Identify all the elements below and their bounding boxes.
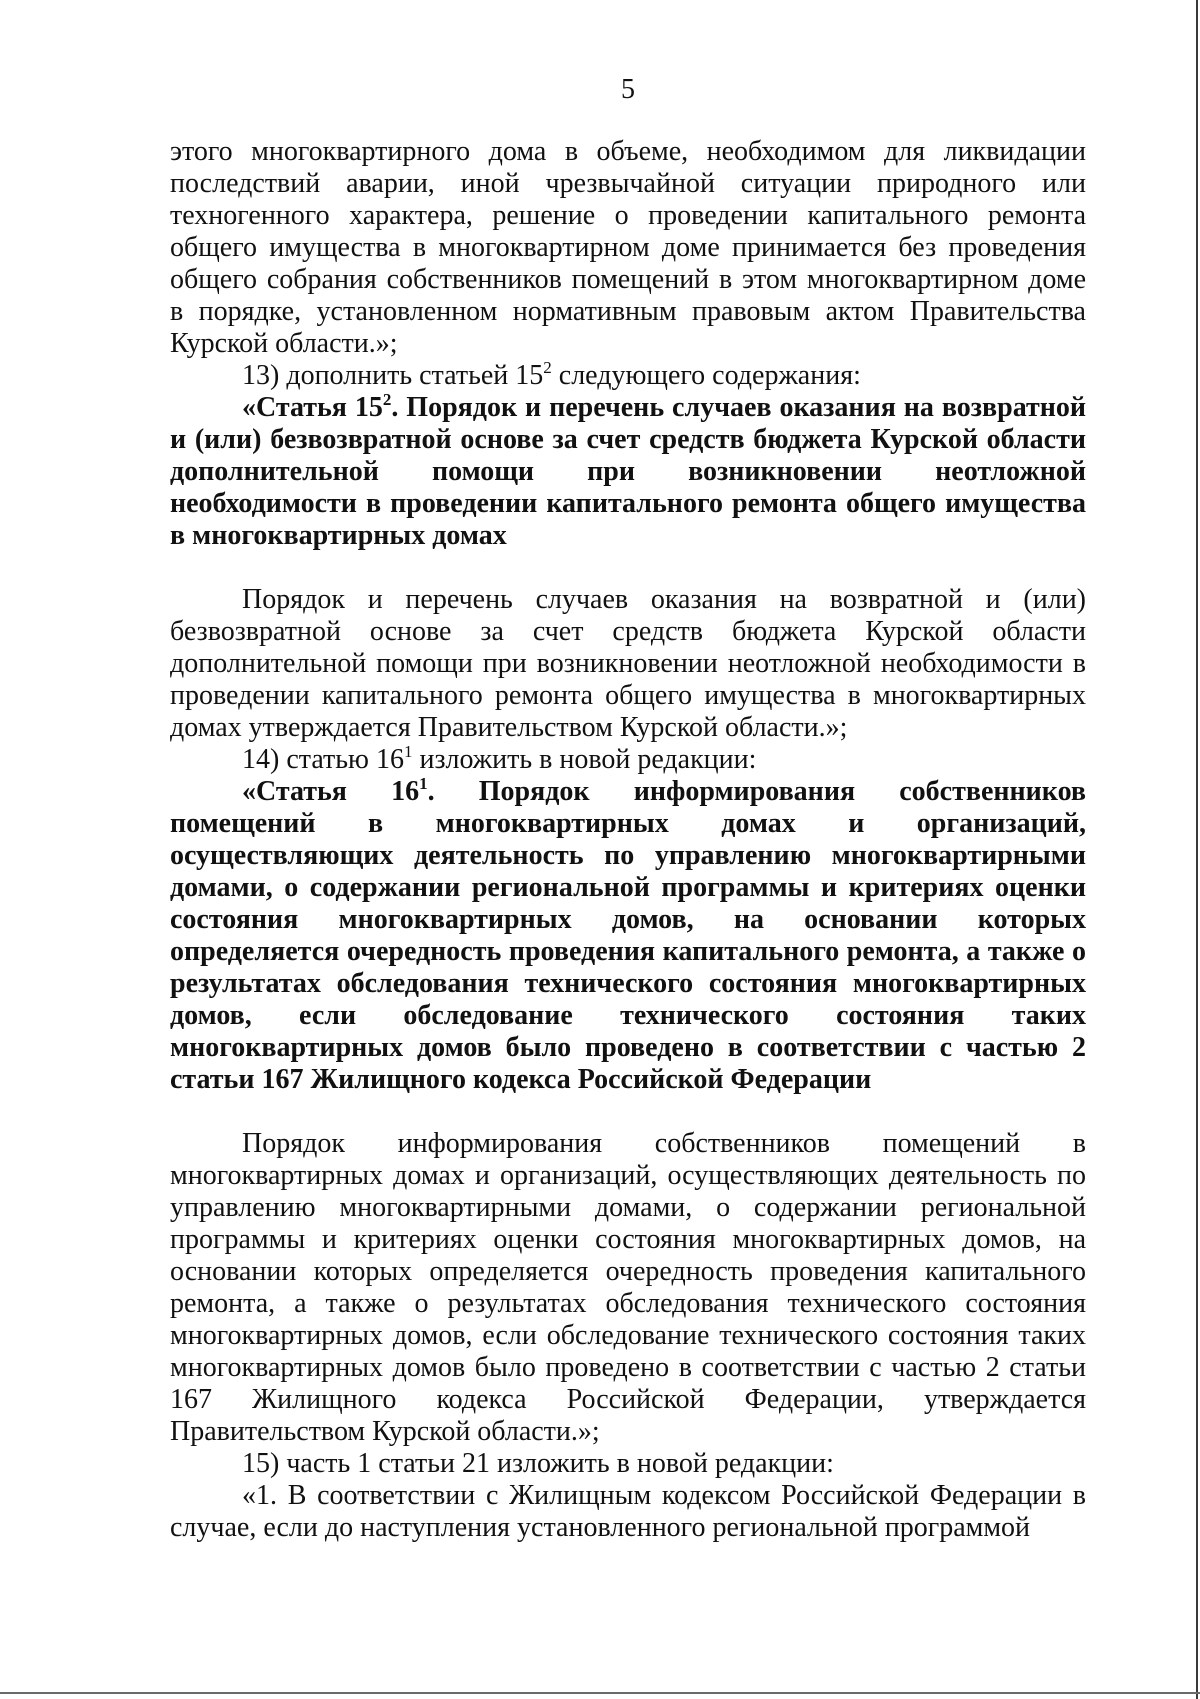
item-14-text: 14) статью 16 — [242, 744, 404, 775]
article-15-2-heading-end: . Порядок и перечень случаев оказания на возвратной и (или) безвозвратной основе за счет средств бюджета Курской области дополнительной помощи при возникновении неотложной необходимости в проведении капитального ремонта общего имущества в многоквартирных домах — [170, 392, 1087, 551]
page-number: 5 — [621, 74, 635, 105]
item-13-text: 13) дополнить статьей 15 — [242, 360, 544, 391]
blank-line — [170, 552, 1086, 584]
item-13-superscript: 2 — [543, 358, 552, 377]
article-15-2-superscript: 2 — [382, 390, 392, 409]
item-13-text-end: следующего содержания: — [551, 360, 861, 391]
item-13 — [170, 360, 1086, 392]
article-16-1-superscript: 1 — [419, 774, 428, 793]
article-16-1-heading-end: . Порядок информирования собственников помещений в многоквартирных домах и организаций, осуществляющих деятельность по управлению многоквартирными домами, о содержании региональной программы и критериях оценки состояния многоквартирных домов, на основании которых определяется очередность проведения капитального ремонта, а также о результатах обследования технического состояния многоквартирных домов, если обследование технического состояния таких многоквартирных домов было проведено в соответствии с частью 2 статьи 167 Жилищного кодекса Российской Федерации — [170, 776, 1086, 1095]
scan-edge-right — [1196, 0, 1198, 1699]
article-16-1-heading-start: «Статья 16 — [242, 776, 420, 807]
article-21-part-1: «1. В соответствии с Жилищным кодексом Российской Федерации в случае, если до наступления установленного региональной программой — [170, 1480, 1086, 1543]
blank-line — [170, 1096, 1086, 1128]
paragraph-continuation: этого многоквартирного дома в объеме, необходимом для ликвидации последствий аварии, иной чрезвычайной ситуации природного или техногенного характера, решение о проведении капитального ремонта общего имущества в многоквартирном доме принимается без проведения общего собрания собственников помещений в этом многоквартирном доме в порядке, установленном нормативным правовым актом Правительства Курской области.»; — [170, 136, 1086, 359]
item-14 — [170, 744, 1086, 776]
item-14-text-end: изложить в новой редакции: — [412, 744, 757, 775]
document-body — [170, 136, 1086, 1544]
item-14-superscript: 1 — [403, 742, 413, 761]
article-15-2-heading — [170, 392, 1086, 552]
article-15-2-body: Порядок и перечень случаев оказания на возвратной и (или) безвозвратной основе за счет средств бюджета Курской области дополнительной помощи при возникновении неотложной необходимости в проведении капитального ремонта общего имущества в многоквартирных домах утверждается Правительством Курской области.»; — [170, 584, 1086, 743]
article-16-1-heading — [170, 776, 1086, 1096]
article-16-1-body: Порядок информирования собственников помещений в многоквартирных домах и организаций, осуществляющих деятельность по управлению многоквартирными домами, о содержании региональной программы и критериях оценки состояния многоквартирных домов, на основании которых определяется очередность проведения капитального ремонта, а также о результатах обследования технического состояния многоквартирных домов, если обследование технического состояния таких многоквартирных домов было проведено в соответствии с частью 2 статьи 167 Жилищного кодекса Российской Федерации, утверждается Правительством Курской области.»; — [170, 1128, 1086, 1447]
scan-edge-bottom — [0, 1692, 1200, 1694]
item-15: 15) часть 1 статьи 21 изложить в новой редакции: — [242, 1448, 834, 1479]
article-15-2-heading-start: «Статья 15 — [242, 392, 383, 423]
